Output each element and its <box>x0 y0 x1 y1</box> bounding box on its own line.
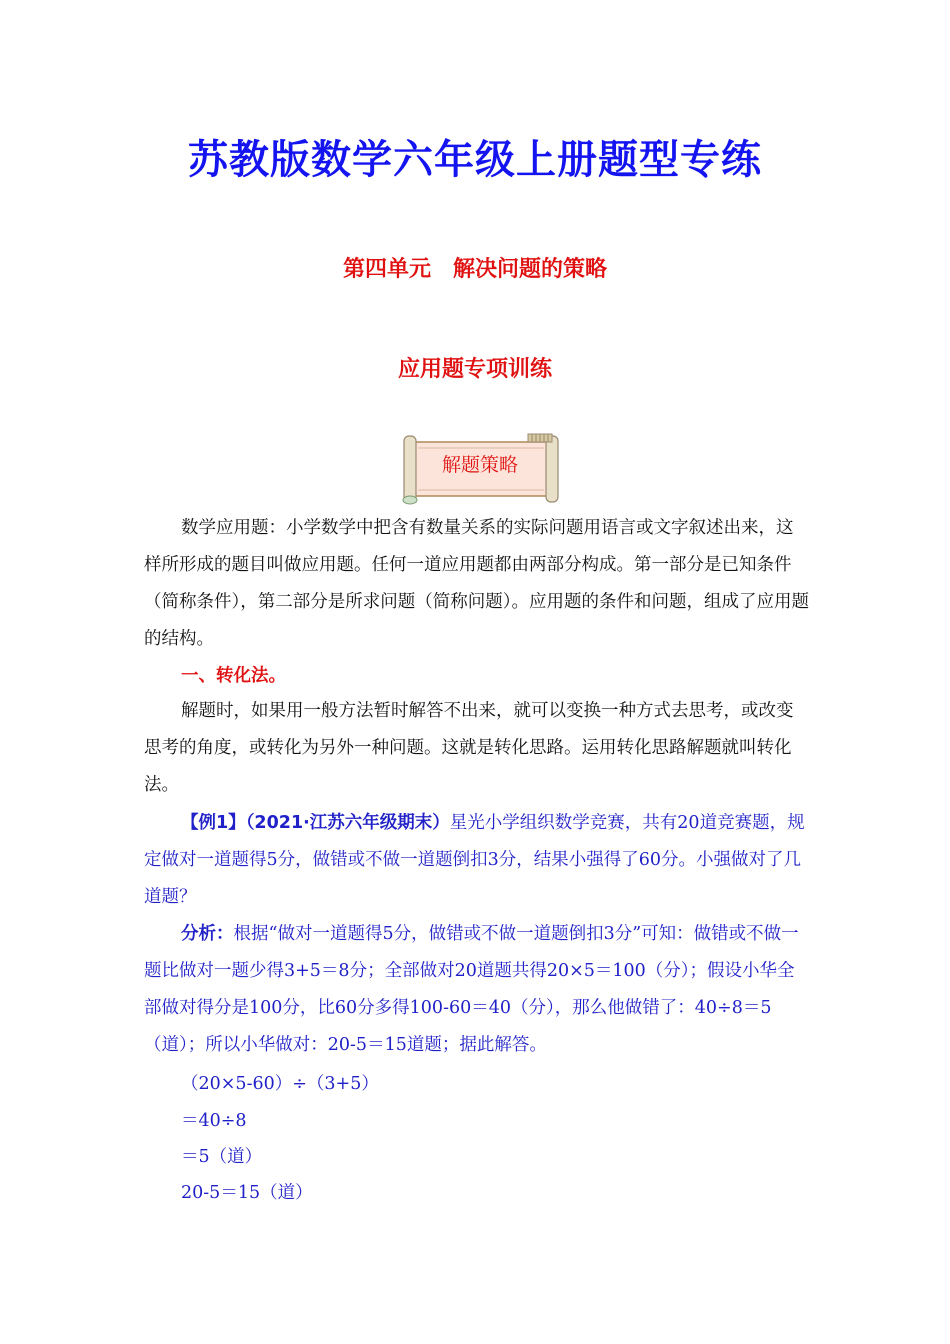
main-title: 苏教版数学六年级上册题型专练 <box>188 136 762 183</box>
solution-step: （20×5-60）÷（3+5） <box>181 1074 379 1094</box>
example-paragraph <box>144 805 810 916</box>
solution-step: ＝40÷8 <box>181 1111 247 1131</box>
intro-paragraph: 数学应用题：小学数学中把含有数量关系的实际问题用语言或文字叙述出来，这样所形成的题目叫做应用题。任何一道应用题都由两部分构成。第一部分是已知条件（简称条件），第二部分是所求问题（简称问题）。应用题的条件和问题，组成了应用题的结构。 <box>144 518 809 649</box>
example-label: 【例1】 <box>181 813 246 833</box>
sub-title: 应用题专项训练 <box>397 357 552 382</box>
section-heading: 一、转化法。 <box>181 666 286 686</box>
solution-step: ＝5（道） <box>181 1147 263 1167</box>
analysis-label: 分析： <box>181 924 234 944</box>
banner-label: 解题策略 <box>441 454 518 476</box>
solution-step: 20-5＝15（道） <box>181 1183 313 1203</box>
example-source: （2021·江苏六年级期末） <box>245 813 450 833</box>
unit-title: 第四单元 解决问题的策略 <box>342 257 607 282</box>
analysis-text: 根据“做对一道题得5分，做错或不做一道题倒扣3分”可知：做错或不做一题比做对一题少得3+5＝8分；全部做对20道题共得20×5＝100（分）；假设小华全部做对得分是100分，比60分多得100-60＝40（分），那么他做错了：40÷8＝5（道）；所以小华做对：20-5＝15道题；据此解答。 <box>144 924 799 1055</box>
strategy-banner <box>398 432 564 508</box>
analysis-paragraph <box>144 916 810 1064</box>
section-paragraph: 解题时，如果用一般方法暂时解答不出来，就可以变换一种方式去思考，或改变思考的角度，或转化为另外一种问题。这就是转化思路。运用转化思路解题就叫转化法。 <box>144 701 794 795</box>
example-text: 星光小学组织数学竞赛，共有20道竞赛题，规定做对一道题得5分，做错或不做一道题倒扣3分，结果小强得了60分。小强做对了几道题？ <box>144 813 805 907</box>
